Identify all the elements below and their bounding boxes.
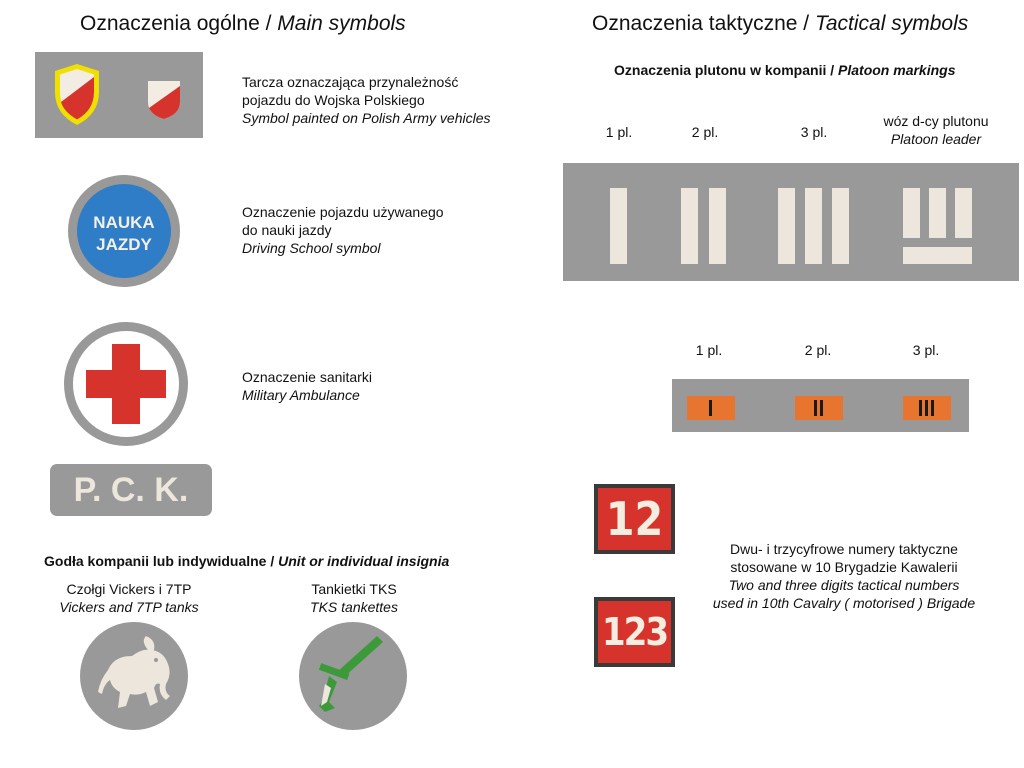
elephant-insignia-icon [80, 622, 188, 730]
orange-platoon-label-2: 2 pl. [804, 342, 832, 358]
polish-shield-small-icon [147, 80, 181, 120]
platoon-2-stripe [709, 188, 726, 264]
shield-description: Tarcza oznaczająca przynależność pojazdu do Wojska Polskiego Symbol painted on Polish Army vehicles [242, 74, 491, 126]
red-cross-icon [82, 340, 170, 428]
platoon-markings-title: Oznaczenia plutonu w kompanii / Platoon markings [614, 62, 956, 78]
platoon-3-stripe [832, 188, 849, 264]
leader-stripe [903, 188, 920, 238]
tks-label: Tankietki TKS TKS tankettes [310, 581, 398, 615]
tactical-number-12: 12 [594, 484, 675, 554]
driving-school-blue-disc: NAUKA JAZDY [77, 184, 171, 278]
orange-markings-panel [672, 379, 969, 432]
red-cross-badge [64, 322, 188, 446]
platoon-1-stripe [610, 188, 627, 264]
platoon-label-2: 2 pl. [691, 124, 719, 140]
orange-platoon-2-mark [795, 396, 843, 420]
tactical-symbols-title: Oznaczenia taktyczne / Tactical symbols [592, 12, 969, 35]
platoon-3-stripe [805, 188, 822, 264]
tactical-number-123: 123 [594, 597, 675, 667]
ambulance-description: Oznaczenie sanitarki Military Ambulance [242, 369, 372, 403]
orange-platoon-label-1: 1 pl. [695, 342, 723, 358]
sword-insignia-icon [299, 622, 407, 730]
vickers-label: Czołgi Vickers i 7TP Vickers and 7TP tanks [59, 581, 199, 615]
driving-school-description: Oznaczenie pojazdu używanego do nauki jazdy Driving School symbol [242, 204, 444, 256]
tactical-numbers-description: Dwu- i trzycyfrowe numery taktyczne stosowane w 10 Brygadzie Kawalerii Two and three digits tactical numbers used in 10th Cavalry ( motorised ) Brigade [712, 541, 976, 611]
orange-platoon-label-3: 3 pl. [912, 342, 940, 358]
leader-stripe [929, 188, 946, 238]
orange-platoon-1-mark [687, 396, 735, 420]
platoon-3-stripe [778, 188, 795, 264]
platoon-label-1: 1 pl. [605, 124, 633, 140]
platoon-leader-label: wóz d-cy plutonu Platoon leader [883, 113, 989, 147]
platoon-2-stripe [681, 188, 698, 264]
orange-platoon-3-mark [903, 396, 951, 420]
polish-army-shield-panel [35, 52, 203, 138]
platoon-stripes-panel [563, 163, 1019, 281]
leader-stripe [955, 188, 972, 238]
pck-plate: P. C. K. [50, 464, 212, 516]
leader-underline-bar [903, 247, 972, 264]
insignia-title: Godła kompanii lub indywidualne / Unit or individual insignia [44, 553, 450, 569]
platoon-label-3: 3 pl. [800, 124, 828, 140]
polish-shield-large-icon [51, 62, 103, 128]
driving-school-badge [68, 175, 180, 287]
main-symbols-title: Oznaczenia ogólne / Main symbols [80, 12, 406, 35]
